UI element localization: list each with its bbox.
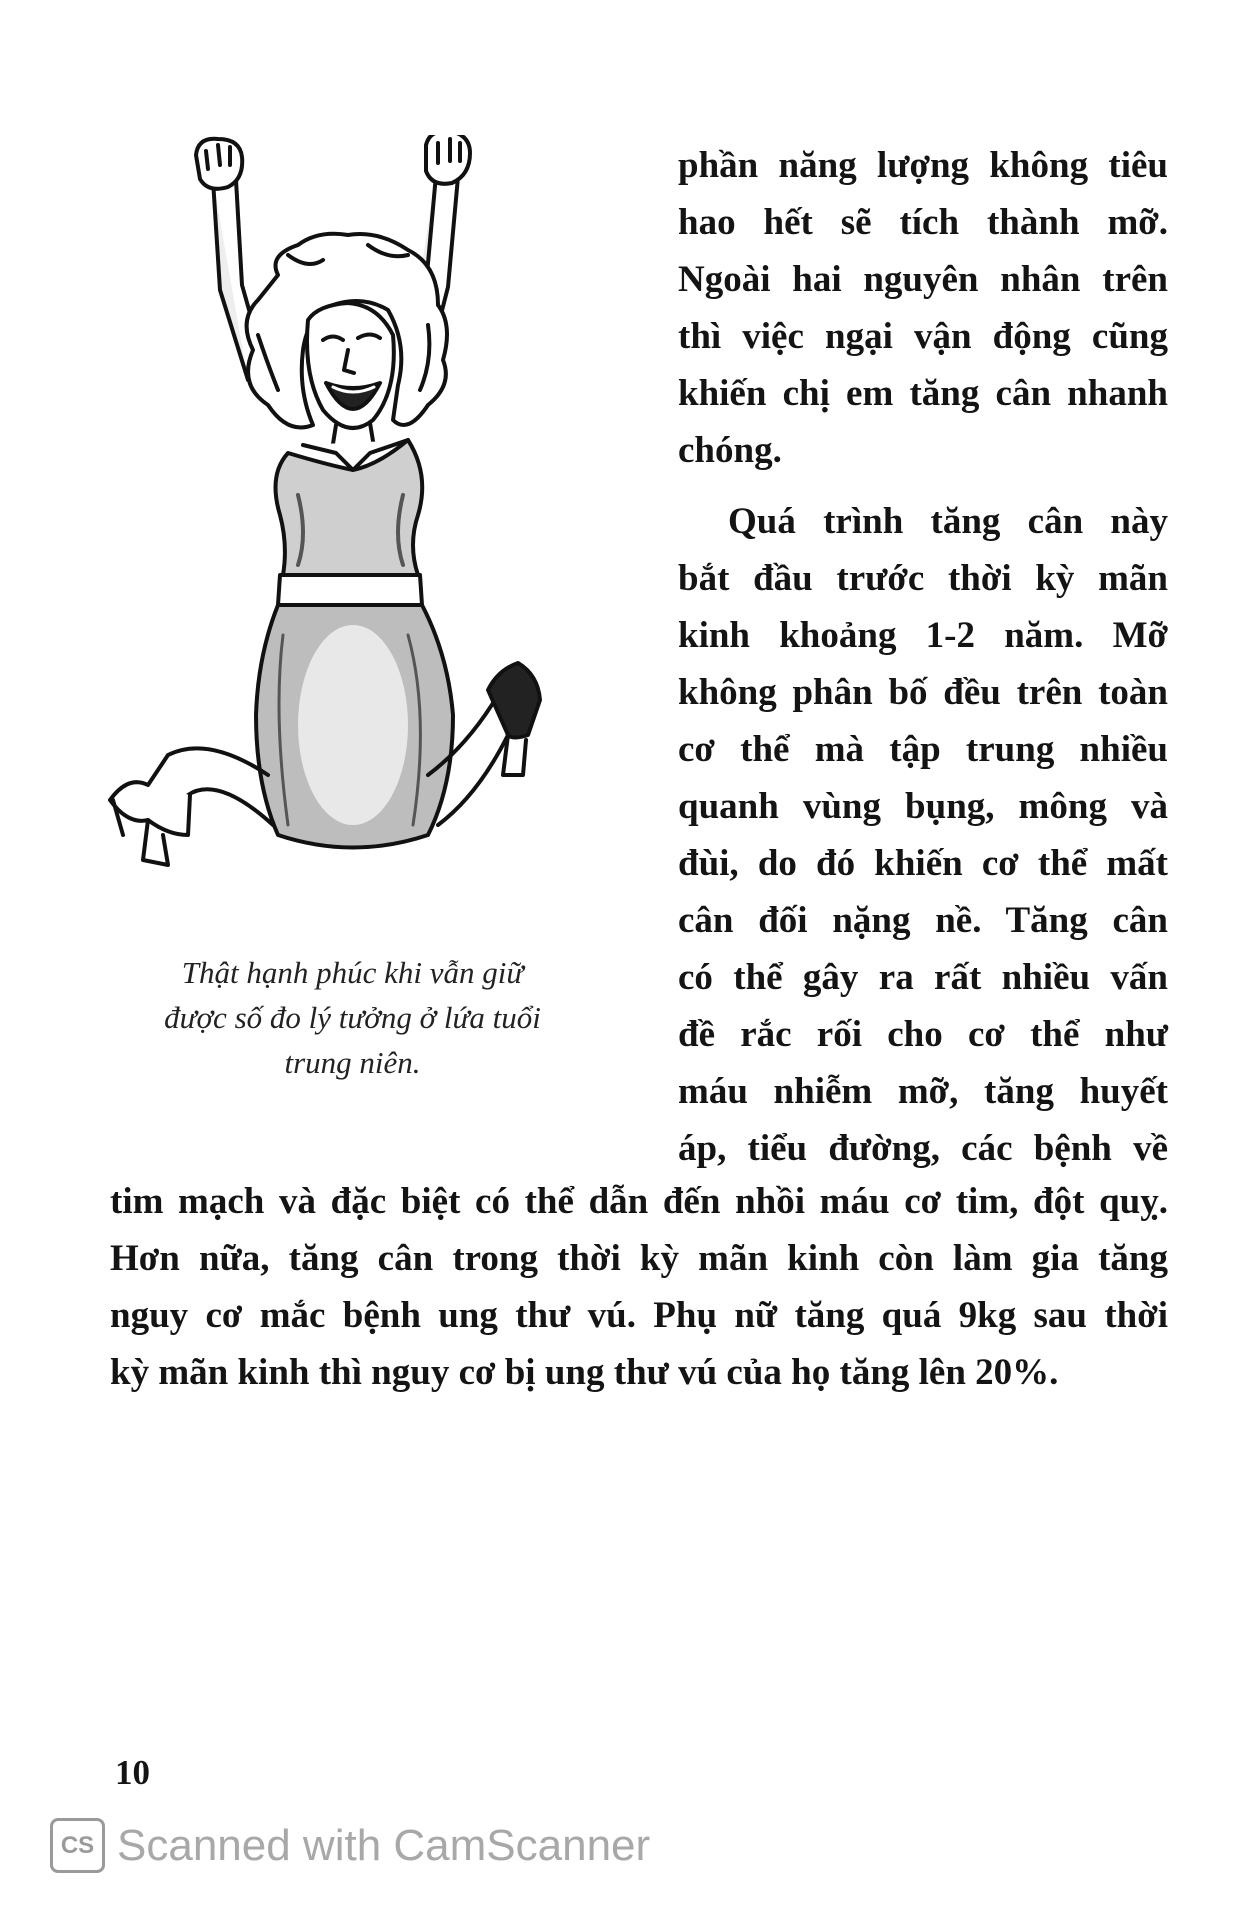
illustration-caption — [120, 950, 585, 1085]
text-line: cân đối nặng nề. Tăng cân — [678, 900, 1168, 941]
text-line: Hơn nữa, tăng cân trong thời kỳ mãn kinh còn làm gia tăng — [110, 1238, 1168, 1279]
text-line: hao hết sẽ tích thành mỡ. — [678, 202, 1168, 243]
text-line: phần năng lượng không tiêu — [678, 145, 1168, 186]
page-number: 10 — [115, 1753, 150, 1792]
text-line: áp, tiểu đường, các bệnh về — [678, 1128, 1168, 1169]
text-line: kinh khoảng 1-2 năm. Mỡ — [678, 615, 1168, 656]
jumping-woman-illustration — [108, 135, 568, 905]
text-line: tim mạch và đặc biệt có thể dẫn đến nhồi máu cơ tim, đột quỵ. — [110, 1181, 1168, 1222]
caption-line: Thật hạnh phúc khi vẫn giữ — [181, 955, 524, 990]
text-line: Ngoài hai nguyên nhân trên — [678, 259, 1168, 300]
text-line: Quá trình tăng cân này — [728, 501, 1168, 542]
text-line: quanh vùng bụng, mông và — [678, 786, 1168, 827]
camscanner-logo-icon: CS — [50, 1818, 105, 1873]
text-line: cơ thể mà tập trung nhiều — [678, 729, 1168, 770]
text-line: nguy cơ mắc bệnh ung thư vú. Phụ nữ tăng quá 9kg sau thời — [110, 1295, 1168, 1336]
body-text-full-width — [110, 1173, 1168, 1401]
caption-line: trung niên. — [284, 1045, 421, 1080]
text-line: bắt đầu trước thời kỳ mãn — [678, 558, 1168, 599]
body-text-column — [678, 137, 1168, 1177]
text-line: kỳ mãn kinh thì nguy cơ bị ung thư vú của họ tăng lên 20%. — [110, 1352, 1059, 1393]
text-line: có thể gây ra rất nhiều vấn — [678, 957, 1168, 998]
text-line: chóng. — [678, 430, 782, 471]
caption-line: được số đo lý tưởng ở lứa tuổi — [164, 1000, 541, 1035]
text-line: không phân bố đều trên toàn — [678, 672, 1168, 713]
watermark-text: Scanned with CamScanner — [117, 1820, 651, 1870]
text-line: đùi, do đó khiến cơ thể mất — [678, 843, 1168, 884]
text-line: đề rắc rối cho cơ thể như — [678, 1014, 1168, 1055]
text-line: máu nhiễm mỡ, tăng huyết — [678, 1071, 1168, 1112]
text-line: khiến chị em tăng cân nhanh — [678, 373, 1168, 414]
text-line: thì việc ngại vận động cũng — [678, 316, 1168, 357]
camscanner-watermark — [50, 1818, 650, 1873]
